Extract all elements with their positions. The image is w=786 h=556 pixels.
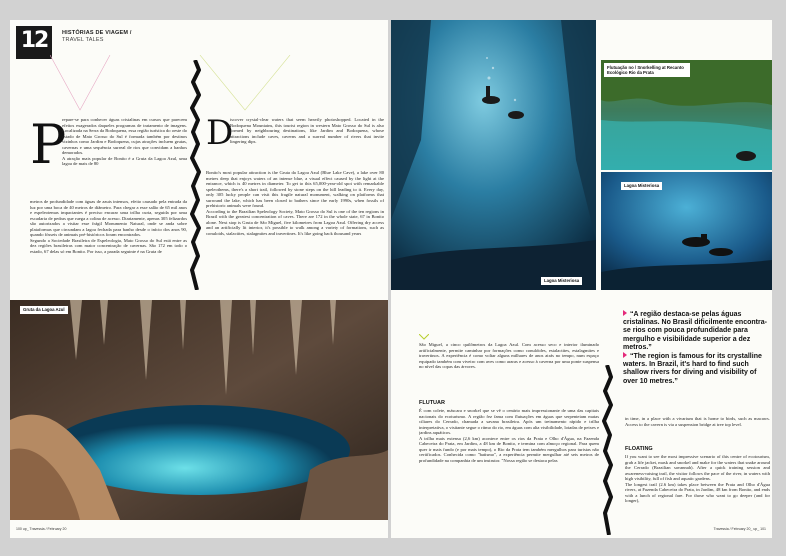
dropcap-pt: P bbox=[30, 113, 67, 176]
body-en-cont: in time, in a place with a vivarium that is home to birds, such as macaws. Access to the cavern is via a suspension bridge at tree top level. bbox=[625, 416, 770, 427]
pull-quote-en: “The region is famous for its crystalline waters. In Brazil, it's hard to find such shallow rivers for diving and visibility of over 10 metres.” bbox=[623, 353, 762, 385]
body-pt-top: repare-se para conhecer águas cristalinas em cursos que parecem efeitos exagerados daqueles programas de tratamento de imagens. Localizada na Serra da Bodoquena, essa região turística do oeste do estado de Mato Grosso do Sul é formada também por destinos vizinhos como Jardim e Bodoquena, cujas atrações incluem grutas, cavernas e uma sequência surreal de rios que convidam a banhos demorados. A atração mais popular de Bonito é a Gruta da Lagoa Azul, uma lagoa de mais de 80 bbox=[62, 117, 187, 167]
cave-photo bbox=[10, 300, 388, 520]
body-en-bottom: Bonito's most popular attraction is the Gruta da Lagoa Azul (Blue Lake Cave), a lake over 80 metres deep that enjoys waters of an intense blue, a visual effect caused by the light at the entrance, which is 40 metres in diameter. To get to this 65,000-year-old spot with remarkable speleothems, there's a short trail, followed by stone steps on the hill leading to it. Every day, only 305 lucky people can visit this fragile natural monument, walking on platforms that surround the lake, which has been closed to bathers since the early 1990s, when fossils of prehistoric animals were found. According to the Brazilian Speleology Society, Mato Grosso do Sul is one of the ten regions in Brazil with the greatest concentration of caves. There are 172 in the whole state, 67 in Bonito alone. Next stop is Gruta de São Miguel, five kilometres from Lagoa Azul. Offering dry access and an artificially lit interior, it's possible to walk among a variety of formations, such as conuloids, stalactites, stalagmites and travertines. It's like going back thousand years bbox=[206, 170, 384, 237]
section-subtitle: TRAVEL TALES bbox=[62, 37, 104, 43]
body-en-floating: If you want to see the most impressive scenario of this centre of ecotourism, grab a life jacket, mask and snorkel and make for the waters that snake around the Cerrado (Brazilian savannah). After a quick training session and awareness-raising trail, the visitor follows the pace of the river, in waters with high visibility, full of fish and aquatic gardens. The longest trail (2.6 km) takes place between the Prata and Olho d'Água rivers, at Fazenda Cabeceira do Prata, in Jardim, 48 km from Bonito, and ends with a lunch of regional fare. For those who want to go deeper (and for longer), bbox=[625, 454, 770, 504]
decorative-chevron-lines bbox=[50, 55, 388, 115]
section-heading bbox=[62, 30, 132, 43]
diving-caption: Lagoa Misteriosa bbox=[541, 277, 582, 285]
diving-photo bbox=[391, 20, 596, 290]
body-en-top: iscover crystal-clear waters that seem heavily photoshopped. Located in the Bodoquena Mountains, this tourist region in western Mato Grosso do Sul is also formed by neighbouring destinations, like Jardim and Bodoquena, whose attractions include caves, caverns and a surreal number of rivers that invite lingering dips. bbox=[230, 117, 384, 145]
body-pt-cont: São Miguel, a cinco quilômetros da Lagoa Azul. Com acesso seco e interior iluminado artificialmente, permite caminhar por formações como conulóides, estalactites, estalagmites e travertinos. A experiência é como voltar alguns milhares de anos atrás no tempo, num espaço equipado também com viveiro com aves como araras e acesso à caverna por uma ponte suspensa no nível das copas das árvores. bbox=[419, 342, 599, 370]
right-folio: Travessia / February 20_ up_ 101 bbox=[713, 527, 766, 531]
cave-photo-caption: Gruta da Lagoa Azul bbox=[20, 306, 68, 314]
diving-photo-illustration bbox=[391, 20, 596, 290]
cave-photo-illustration bbox=[10, 300, 388, 520]
subhead-pt: FLUTUAR bbox=[419, 400, 445, 406]
right-page bbox=[391, 20, 772, 538]
squiggle-divider-right bbox=[601, 365, 613, 535]
body-pt-bottom: metros de profundidade com águas de azuis intensos, efeito causado pela entrada da luz por uma boca de 40 metros de diâmetro. Para chegar a esse salão de 65 mil anos e espeleotemas impactantes é preciso encarar uma trilha curta, seguida por uma escadaria de pedras que ruega a colina de acesso. Diariamente, apenas 305 felizardos são autorizados a visitar esse frágil Monumento Natural, onde se anda sobre plataformas que circundam a lagoa fechada para banho desde o início dos anos 90, quando fósseis de animais pré-históricos foram encontrados. Segundo a Sociedade Brasileira de Espeleologia, Mato Grosso do Sul está entre as dez regiões brasileiras com maior concentração de cavernas. São 172 em todo o estado, 67 delas só em Bonito. Por isso, a parada seguinte é na Gruta de bbox=[30, 199, 187, 254]
lime-chevron-deco bbox=[419, 334, 429, 340]
floating-caption: Flutuação no / Snorkelling at Recanto Ecológico Rio da Prata bbox=[604, 63, 690, 77]
left-page bbox=[10, 20, 388, 538]
dropcap-en: D bbox=[206, 113, 234, 153]
pull-quote-pt: “A região destaca-se pelas águas cristalinas. No Brasil dificilmente encontra-se rios com pouca profundidade para mergulho e visibilidade superior a dez metros.” bbox=[623, 311, 767, 351]
squiggle-divider bbox=[188, 60, 202, 290]
pull-quote-arrow-icon bbox=[623, 352, 627, 358]
logo-underline bbox=[16, 56, 52, 59]
section-logo: 12 bbox=[16, 26, 52, 56]
section-title: HISTÓRIAS DE VIAGEM / bbox=[62, 30, 132, 36]
subhead-en: FLOATING bbox=[625, 446, 653, 452]
left-folio: 100 up_ Travessia / February 20 bbox=[16, 527, 67, 531]
pull-quote-arrow-icon bbox=[623, 310, 627, 316]
pull-quote bbox=[623, 310, 772, 386]
body-pt-floating: É com colete, máscara e snorkel que se vê o cenário mais impressionante de uma das capitais nacionais do ecoturismo. A região fez fama com flutuações em águas que serpenteiam matas ciliares do Cerrado, chamada a savana brasileira. Após um treinamento rápido e trilha interpretativa, o visitante segue o ritmo do rio, em águas com alta visibilidade, lotadas de peixes e jardins aquáticos. A trilha mais extensa (2,6 km) acontece entre os rios da Prata e Olho d'Água, na Fazenda Cabeceira do Prata, em Jardim, a 48 km de Bonito, e termina com almoço regional. Para quem quer ir mais fundo (e por mais tempo), o Rio da Prata tem também mergulhos para turistas não certificados. Conhecida como "batismo", a experiência permite mergulhar até seis metros de profundidade na companhia de um instrutor. "Nossa região se destaca pelas bbox=[419, 408, 599, 463]
divers-caption: Lagoa Misteriosa bbox=[621, 182, 662, 190]
